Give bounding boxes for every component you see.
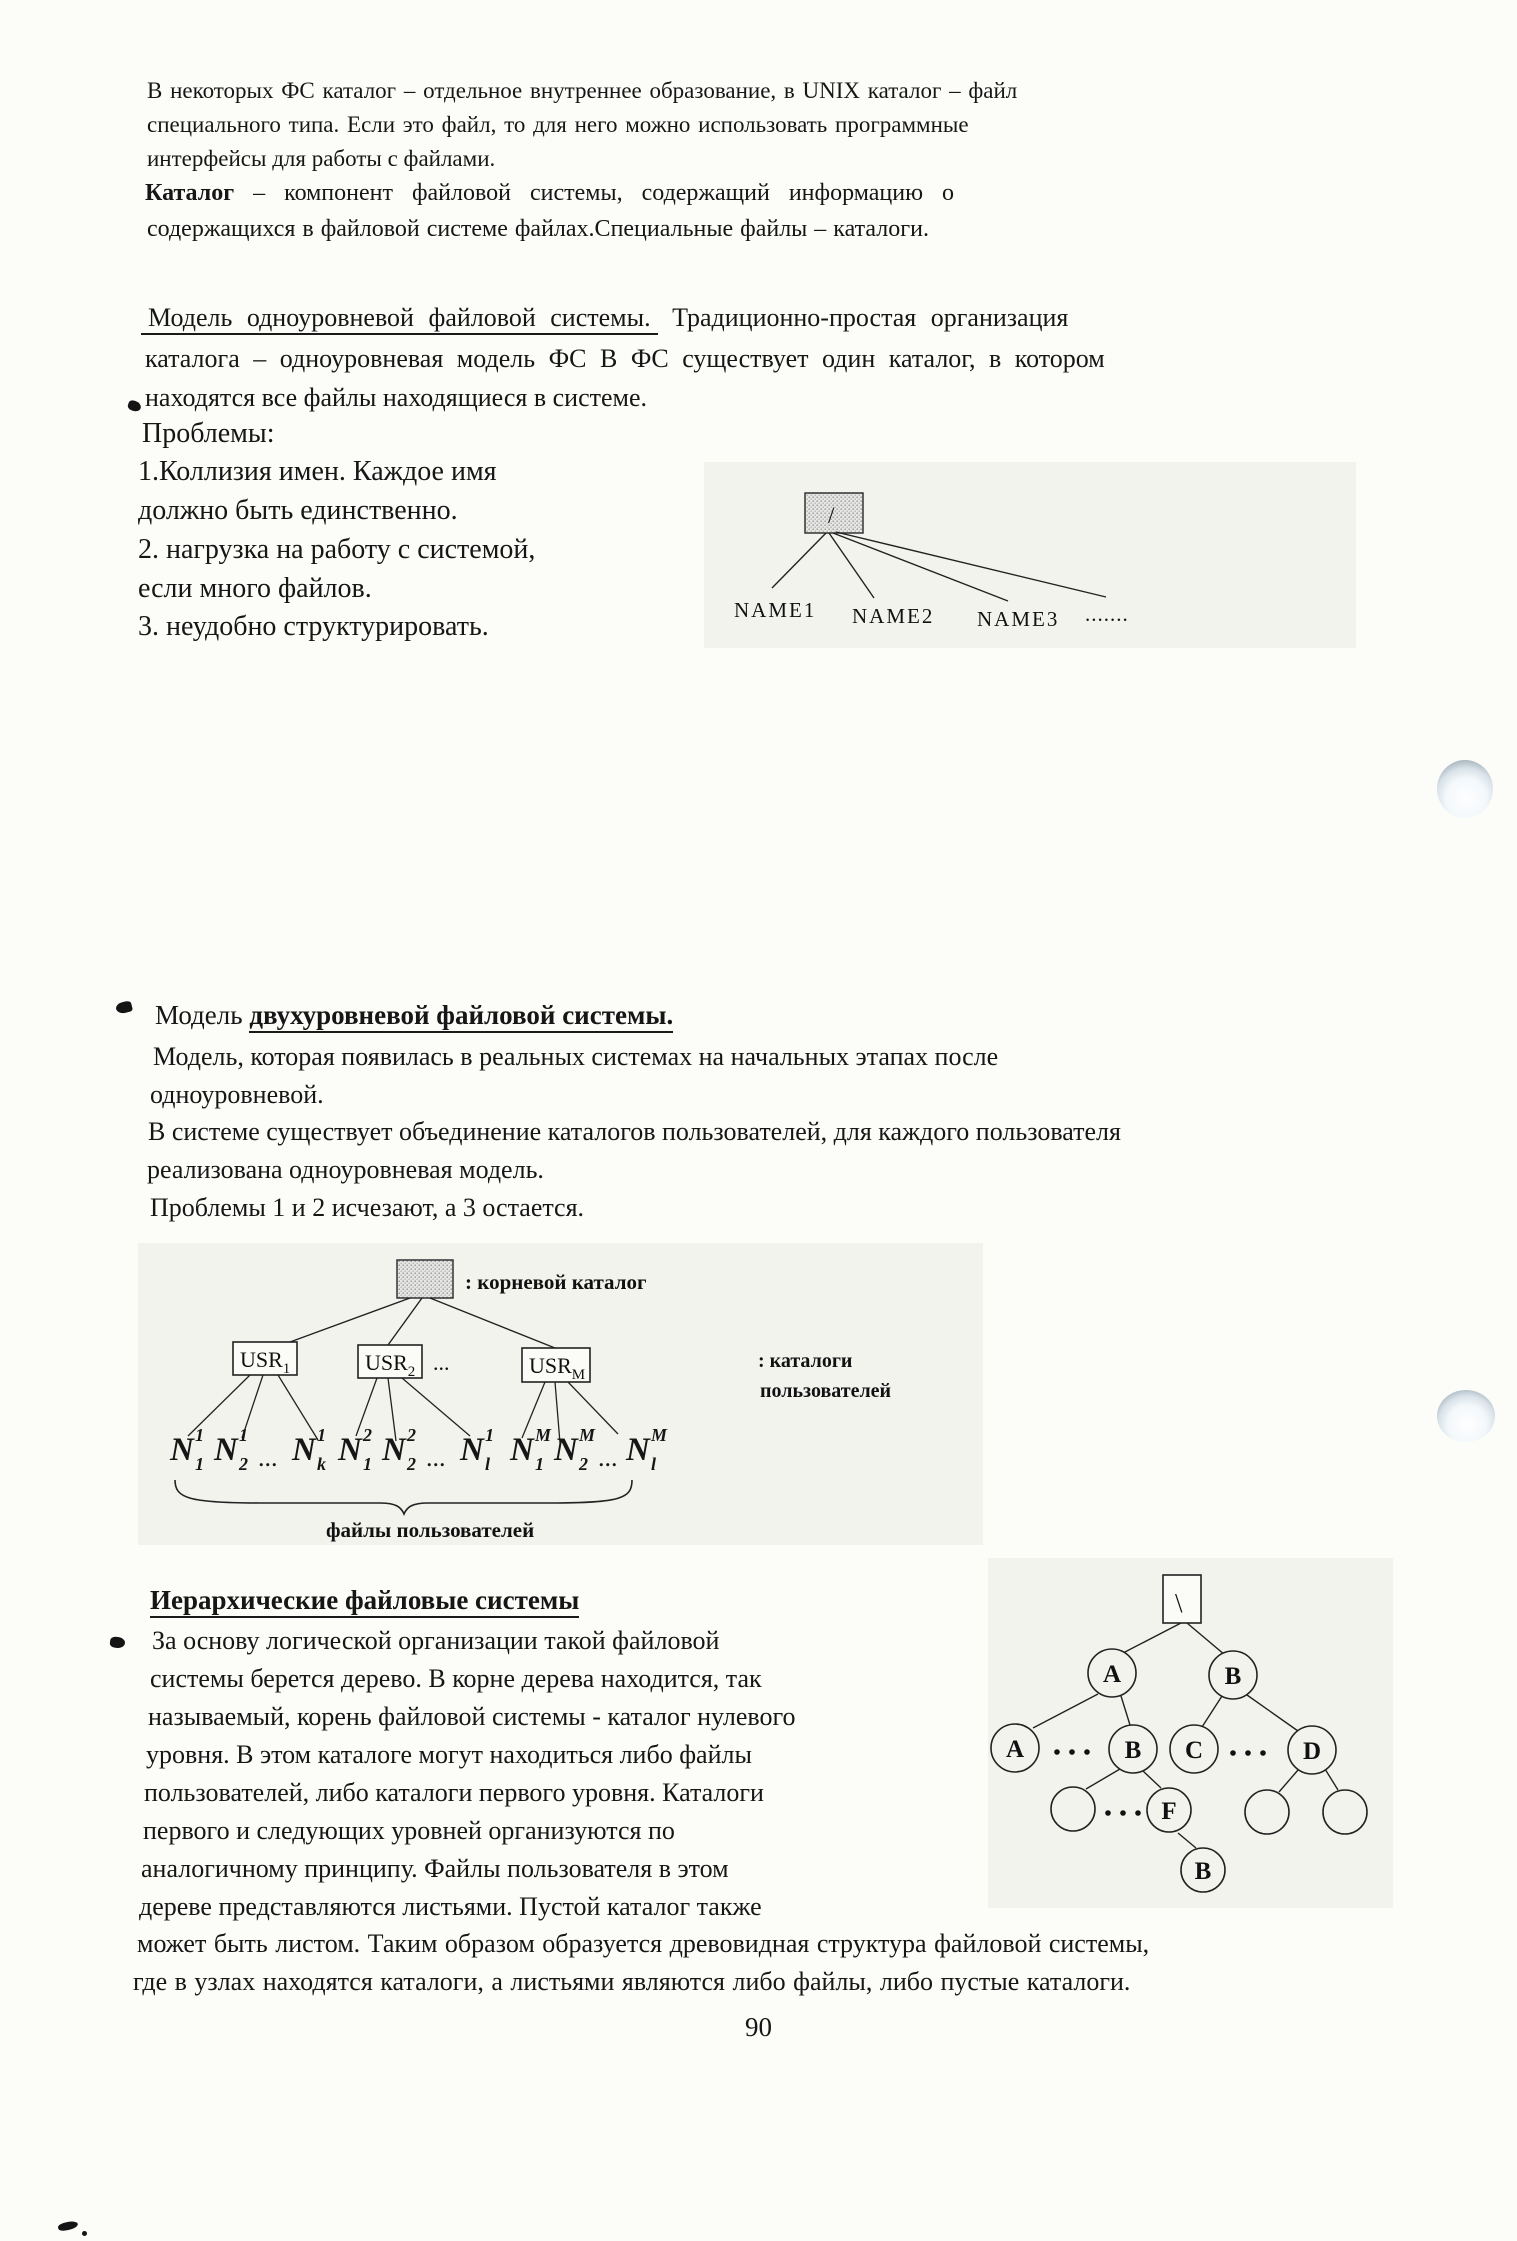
user-files-math-row: [170, 1425, 670, 1477]
single-level-heading-line: [141, 303, 1068, 333]
catalog-term: Каталог: [145, 180, 235, 206]
file-symbol: N M 1: [510, 1425, 552, 1474]
dots-label: ...: [426, 1443, 446, 1472]
hierarchical-heading-line: [150, 1585, 579, 1616]
file-symbol: N 1 1: [170, 1425, 204, 1474]
user-dirs-caption-1: : каталоги: [758, 1350, 853, 1372]
user-dirs-caption-2: пользователей: [760, 1380, 892, 1402]
hier-line: аналогичному принципу. Файлы пользователя в этом: [141, 1854, 729, 1883]
two-level-heading-prefix: Модель: [155, 1000, 250, 1030]
tree-root-label: \: [1175, 1588, 1183, 1618]
two-level-line-2: одноуровневой.: [150, 1080, 324, 1109]
hier-line: системы берется дерево. В корне дерева находится, так: [150, 1664, 762, 1693]
ink-mark: [127, 399, 142, 413]
problem-item: 2. нагрузка на работу с системой,: [138, 534, 536, 565]
root-directory-label: /: [828, 503, 835, 528]
tree-node-label: A: [1102, 1661, 1122, 1688]
ellipsis-label: .......: [1085, 602, 1129, 626]
two-level-heading-line: [155, 1000, 673, 1031]
two-level-heading: двухуровневой файловой системы.: [249, 1000, 673, 1033]
user-dir-label: $USR_M$: [529, 1353, 586, 1383]
ink-mark: [57, 2220, 78, 2231]
single-level-heading: Модель одноуровневой файловой системы.: [141, 303, 658, 335]
hier-line: пользователей, либо каталоги первого уровня. Каталоги: [144, 1778, 764, 1807]
hier-wide-line: где в узлах находятся каталоги, а листьями являются либо файлы, либо пустые каталоги.: [133, 1967, 1131, 1996]
dots-label: ...: [258, 1443, 278, 1472]
file-name-label: NAME3: [977, 607, 1060, 631]
tree-node-label: C: [1184, 1737, 1204, 1764]
single-level-line-2: каталога – одноуровневая модель ФС В ФС существует один каталог, в котором: [145, 344, 1105, 373]
page-number: 90: [745, 2012, 772, 2042]
tree-node-label: F: [1161, 1798, 1177, 1825]
file-symbol: N M 2: [554, 1425, 596, 1474]
punch-hole: [1437, 760, 1493, 818]
file-symbol: N 1 l: [460, 1425, 494, 1474]
two-level-diagram: [130, 1240, 990, 1550]
intro-line-5: содержащихся в файловой системе файлах.Специальные файлы – каталоги.: [147, 216, 929, 242]
hier-line: называемый, корень файловой системы - каталог нулевого: [148, 1702, 796, 1731]
two-level-line-3: В системе существует объединение каталогов пользователей, для каждого пользователя: [148, 1117, 1121, 1146]
user-files-caption: файлы пользователей: [326, 1518, 535, 1542]
two-level-line-1: Модель, которая появилась в реальных системах на начальных этапах после: [153, 1042, 999, 1071]
problem-item: 1.Коллизия имен. Каждое имя: [138, 456, 497, 487]
root-directory-box: [397, 1260, 453, 1298]
tree-node-label: A: [1005, 1736, 1025, 1763]
hier-line: первого и следующих уровней организуются по: [143, 1816, 675, 1845]
intro-line-3: интерфейсы для работы с файлами.: [147, 146, 496, 171]
file-symbol: N 2 2: [382, 1425, 416, 1474]
two-level-line-4: реализована одноуровневая модель.: [147, 1155, 544, 1184]
problem-item: должно быть единственно.: [138, 495, 458, 526]
ink-mark: [82, 2231, 87, 2236]
single-level-heading-rest: Традиционно-простая организация: [672, 303, 1069, 332]
file-symbol: N M l: [626, 1425, 668, 1474]
file-symbol: N 1 k: [292, 1425, 326, 1474]
punch-hole: [1437, 1390, 1495, 1442]
root-directory-caption: : корневой каталог: [465, 1270, 647, 1294]
hierarchical-heading: Иерархические файловые системы: [150, 1585, 579, 1618]
file-symbol: N 1 2: [214, 1425, 248, 1474]
file-name-label: NAME2: [852, 604, 935, 628]
single-level-diagram: [700, 460, 1360, 660]
tree-node-label: B: [1124, 1737, 1142, 1764]
dots-label: ...: [598, 1443, 618, 1472]
two-level-line-5: Проблемы 1 и 2 исчезают, а 3 остается.: [150, 1193, 585, 1222]
problem-item: 3. неудобно структурировать.: [138, 611, 489, 642]
intro-line-2: специального типа. Если это файл, то для него можно использовать программные: [147, 112, 969, 137]
file-name-label: NAME1: [734, 598, 817, 622]
hier-line: За основу логической организации такой файловой: [152, 1626, 720, 1655]
catalog-definition: – компонент файловой системы, содержащий информацию о: [253, 180, 954, 206]
ink-mark: [115, 1000, 133, 1015]
file-symbol: N 2 1: [338, 1425, 372, 1474]
hier-line: дереве представляются листьями. Пустой каталог также: [139, 1892, 762, 1921]
user-dir-label: $USR_2$: [365, 1350, 416, 1380]
single-level-line-3: находятся все файлы находящиеся в системе.: [145, 383, 648, 412]
tree-node-label: B: [1194, 1858, 1212, 1885]
ink-mark: [109, 1636, 125, 1649]
hier-line: уровня. В этом каталоге могут находиться либо файлы: [146, 1740, 752, 1769]
intro-line-1: В некоторых ФС каталог – отдельное внутреннее образование, в UNIX каталог – файл: [147, 78, 1018, 103]
problems-title: Проблемы:: [142, 418, 275, 449]
problem-item: если много файлов.: [138, 573, 372, 604]
hierarchical-tree-diagram: [985, 1555, 1405, 1915]
tree-node-label: B: [1224, 1663, 1242, 1690]
tree-node-label: D: [1302, 1738, 1322, 1765]
user-dir-label: $USR_1$: [240, 1347, 291, 1377]
intro-line-4: [145, 180, 954, 207]
hier-wide-line: может быть листом. Таким образом образуется древовидная структура файловой системы,: [137, 1929, 1150, 1958]
dots-label: ...: [433, 1350, 450, 1375]
